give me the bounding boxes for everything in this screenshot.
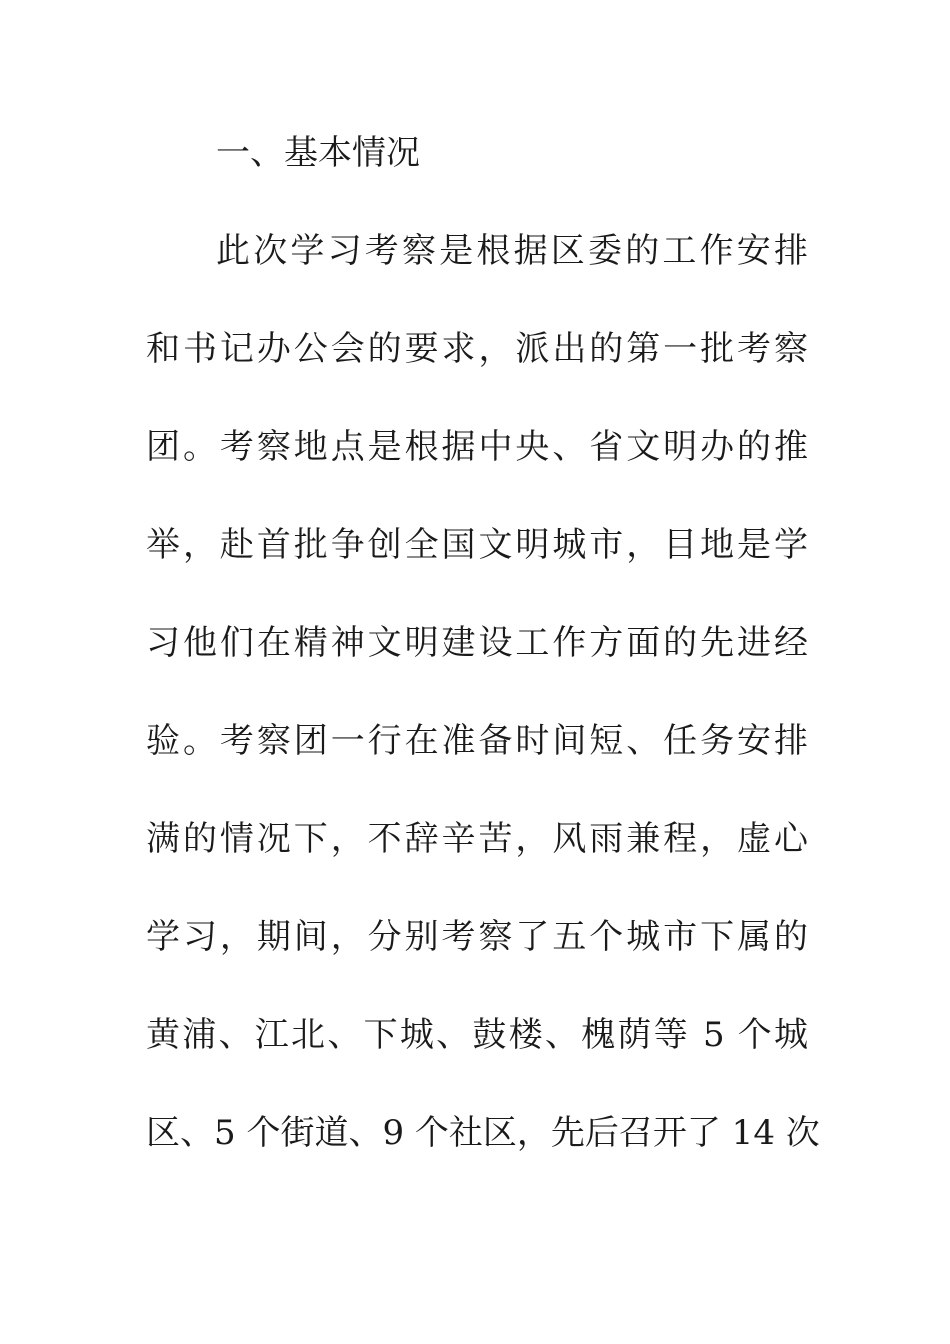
section-heading: 一、基本情况 [216, 133, 420, 173]
paragraph-line: 学习，期间，分别考察了五个城市下属的 [146, 917, 808, 957]
paragraph-line: 习他们在精神文明建设工作方面的先进经 [146, 623, 808, 663]
paragraph-line: 团。考察地点是根据中央、省文明办的推 [146, 427, 808, 467]
paragraph-line: 验。考察团一行在准备时间短、任务安排 [146, 721, 808, 761]
paragraph-line: 黄浦、江北、下城、鼓楼、槐荫等 5 个城 [146, 1015, 808, 1055]
paragraph-line: 满的情况下，不辞辛苦，风雨兼程，虚心 [146, 819, 808, 859]
paragraph-line: 区、5 个街道、9 个社区，先后召开了 14 次 [146, 1113, 820, 1153]
paragraph-line: 此次学习考察是根据区委的工作安排 [216, 231, 808, 271]
paragraph-line: 举，赴首批争创全国文明城市，目地是学 [146, 525, 808, 565]
paragraph-line: 和书记办公会的要求，派出的第一批考察 [146, 329, 808, 369]
